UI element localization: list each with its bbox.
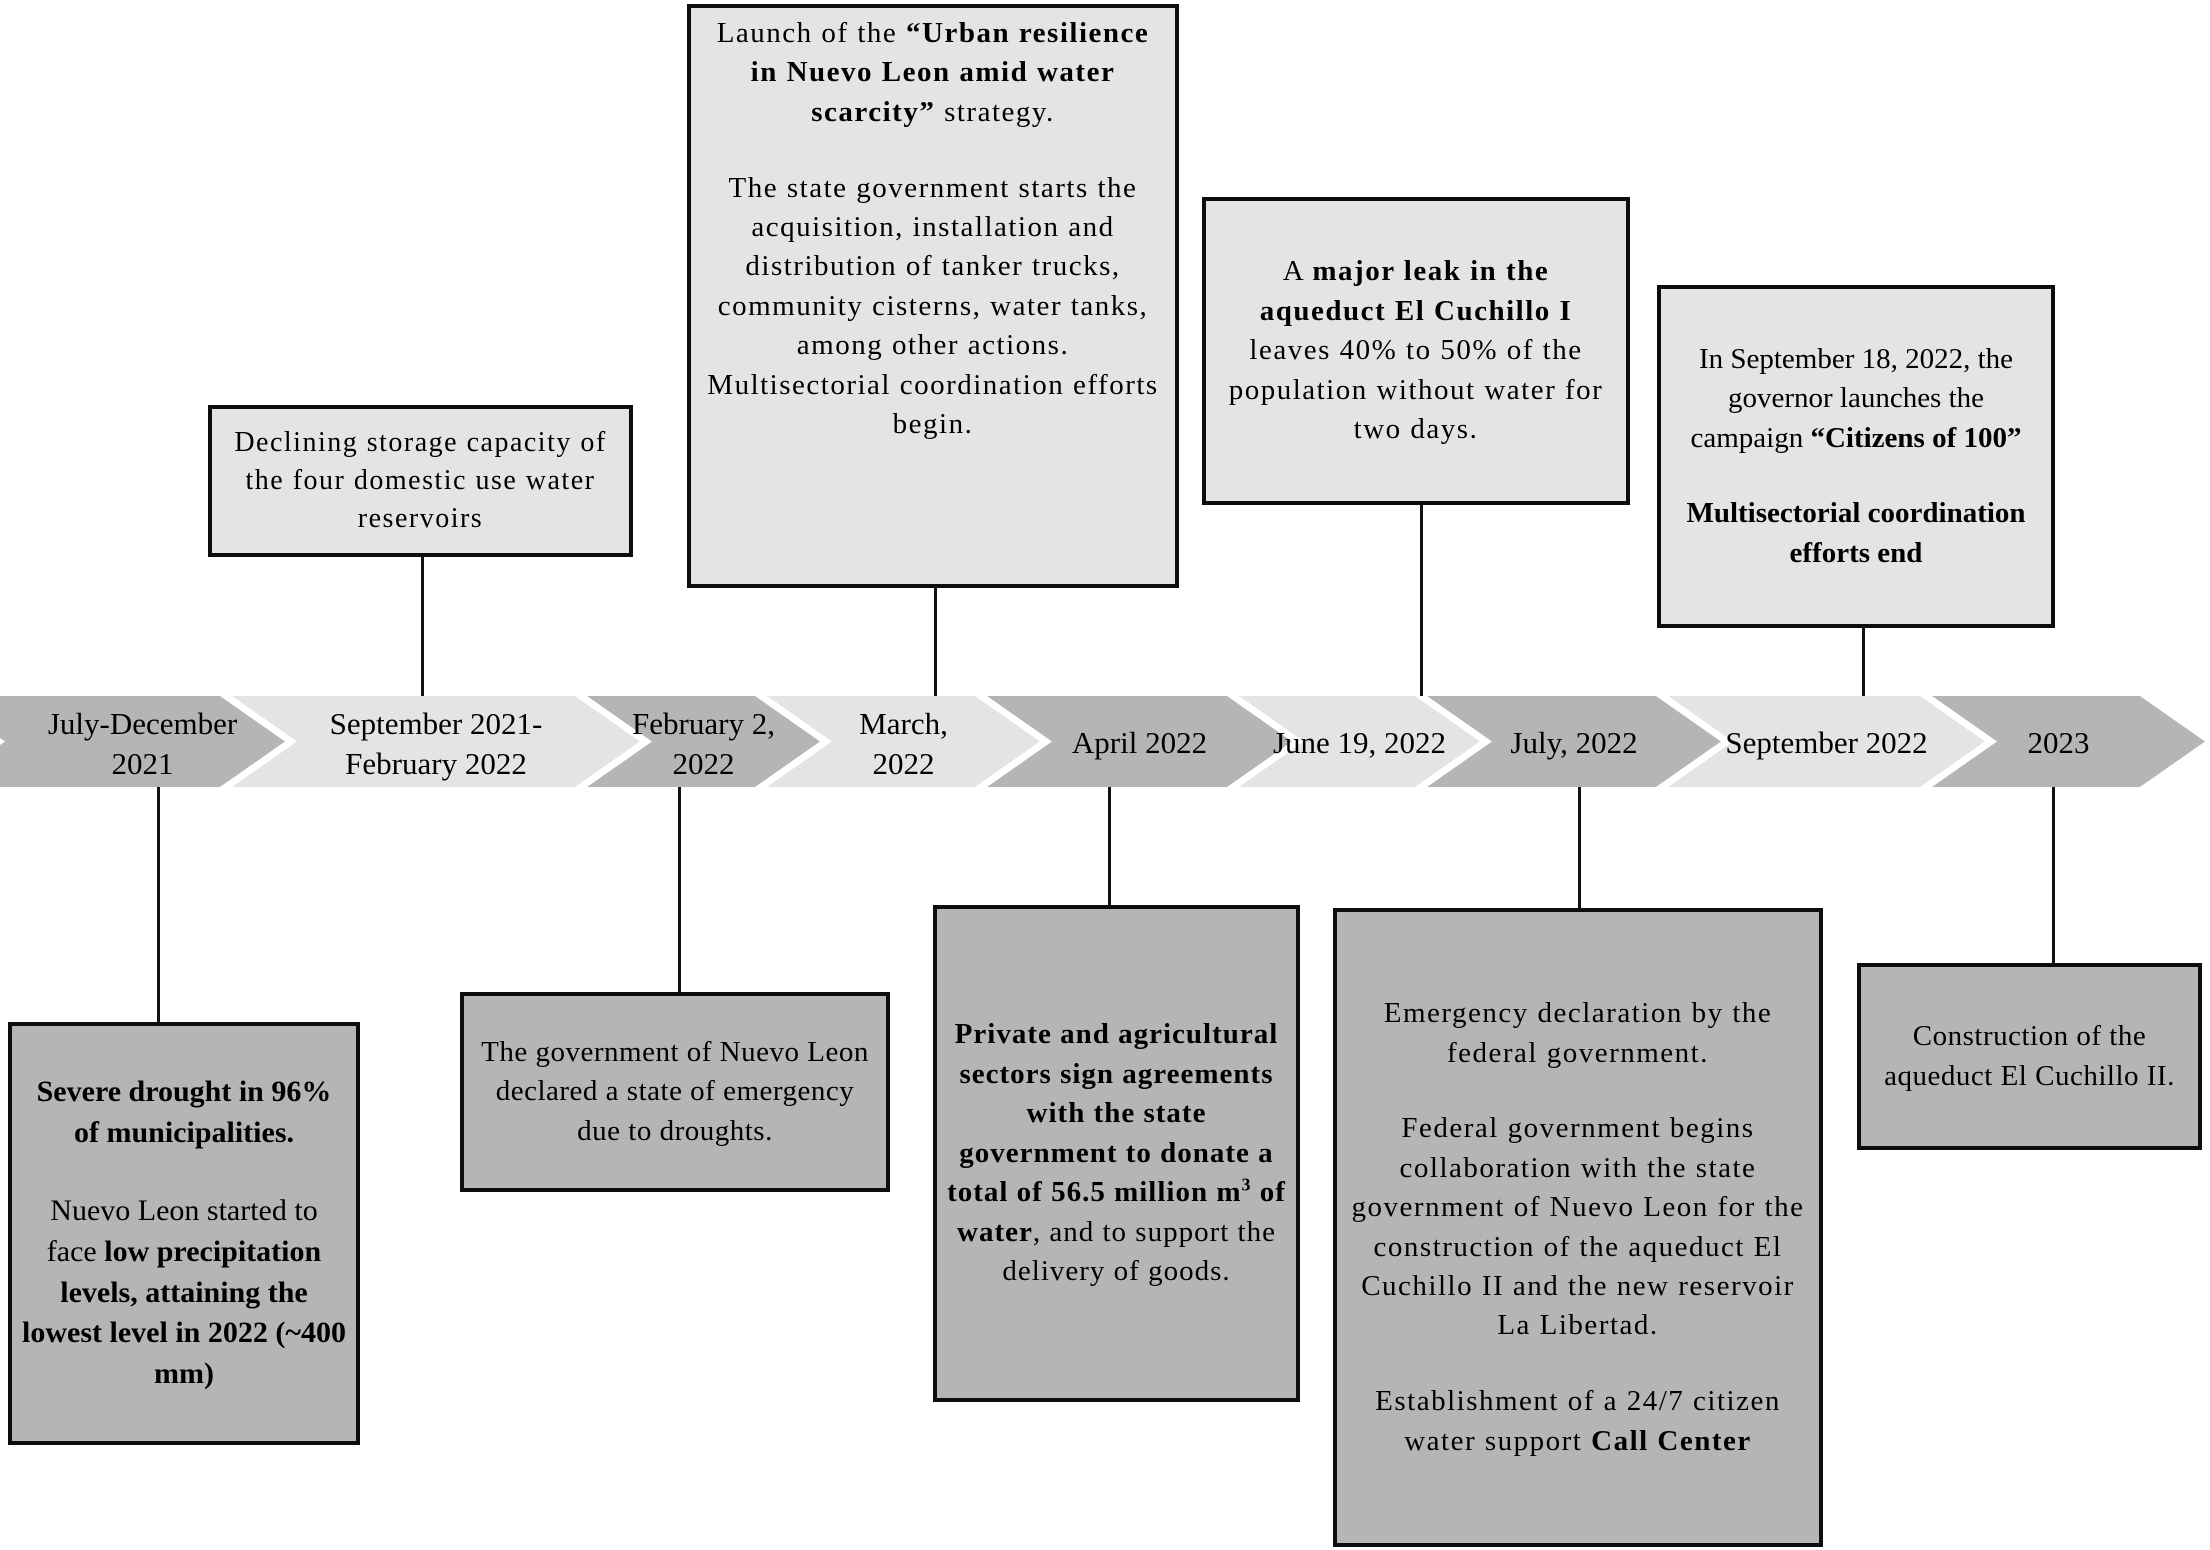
text-run: Call Center	[1591, 1424, 1752, 1457]
text-run: Federal government begins collaboration with the state government of Nuevo Leon for the construction of the aqueduct El Cuchillo II and the new reservoir La Libertad.	[1351, 1112, 1805, 1342]
text-run: “Urban resilience in Nuevo Leon amid water scarcity”	[750, 17, 1150, 128]
connector-line-2	[934, 588, 937, 696]
text-run: leaves 40% to 50% of the population without water for two days.	[1228, 334, 1604, 446]
timeline-label-seg-apr-2022: April 2022	[1071, 725, 1208, 760]
connector-line-4	[1862, 628, 1865, 696]
text-run: strategy.	[935, 95, 1055, 128]
text-run: Emergency declaration by the federal government.	[1383, 997, 1773, 1069]
connector-line-6	[678, 787, 681, 992]
text-run: The state government starts the acquisition, installation and distribution of tanker trucks, community cisterns, water tanks, among other actions.	[717, 171, 1149, 362]
timeline-label-seg-2023: 2023	[2027, 725, 2090, 760]
event-box-severe-drought	[8, 1022, 360, 1445]
text-run: Multisectorial coordination efforts begin.	[707, 368, 1159, 441]
timeline-arrow-band	[0, 696, 2210, 787]
text-run: Severe drought in 96% of municipalities.	[36, 1074, 332, 1149]
text-run: The government of Nuevo Leon declared a state of emergency due to droughts.	[481, 1035, 869, 1147]
text-run: Multisectorial coordination efforts end	[1686, 497, 2026, 569]
event-box-private-agreements	[933, 905, 1300, 1402]
connector-line-9	[2052, 787, 2055, 963]
text-run: “Citizens of 100”	[1810, 421, 2022, 454]
timeline-label-seg-sep21-feb22: September 2021-February 2022	[329, 706, 543, 781]
event-box-citizens-of-100	[1657, 285, 2055, 628]
event-box-major-leak	[1202, 197, 1630, 505]
text-run: Construction of the aqueduct El Cuchillo II.	[1884, 1020, 2175, 1092]
event-box-declining-storage	[208, 405, 633, 557]
text-run: Establishment of a 24/7 citizen water support	[1375, 1385, 1781, 1457]
text-run: A	[1282, 255, 1313, 288]
text-run: low precipitation levels, attaining the lowest level in 2022 (~400 mm)	[22, 1234, 346, 1391]
event-box-federal-emergency	[1333, 908, 1823, 1547]
timeline-label-seg-jun-19-2022: June 19, 2022	[1272, 725, 1447, 760]
connector-line-8	[1578, 787, 1581, 908]
timeline-label-seg-jul-dec-2021: July-December 2021	[47, 706, 238, 781]
connector-line-7	[1108, 787, 1111, 905]
connector-line-5	[157, 787, 160, 1022]
text-run: Nuevo Leon started to face	[46, 1194, 318, 1268]
text-run: of water	[957, 1176, 1286, 1248]
connector-line-3	[1420, 505, 1423, 696]
timeline-label-seg-sep-2022: September 2022	[1725, 725, 1928, 760]
text-run: Declining storage capacity of the four domestic use water reservoirs	[234, 426, 607, 535]
event-box-cuchillo-ii	[1857, 963, 2202, 1150]
event-box-state-emergency	[460, 992, 890, 1192]
timeline-label-seg-feb-2-2022: February 2, 2022	[632, 706, 775, 781]
event-box-urban-resilience	[687, 4, 1179, 588]
text-run: Launch of the	[716, 17, 907, 49]
timeline-label-seg-mar-2022: March, 2022	[859, 706, 948, 781]
text-run: 3	[1241, 1174, 1252, 1195]
text-run: major leak in the aqueduct El Cuchillo I	[1259, 255, 1573, 327]
connector-line-1	[421, 557, 424, 696]
timeline-label-seg-jul-2022: July, 2022	[1510, 725, 1638, 760]
text-run: Private and agricultural sectors sign agreements with the state government to donate a total of 56.5 million m	[947, 1018, 1279, 1209]
text-run: , and to support the delivery of goods.	[1002, 1215, 1276, 1288]
text-run: In September 18, 2022, the governor launches the campaign	[1690, 342, 2014, 454]
